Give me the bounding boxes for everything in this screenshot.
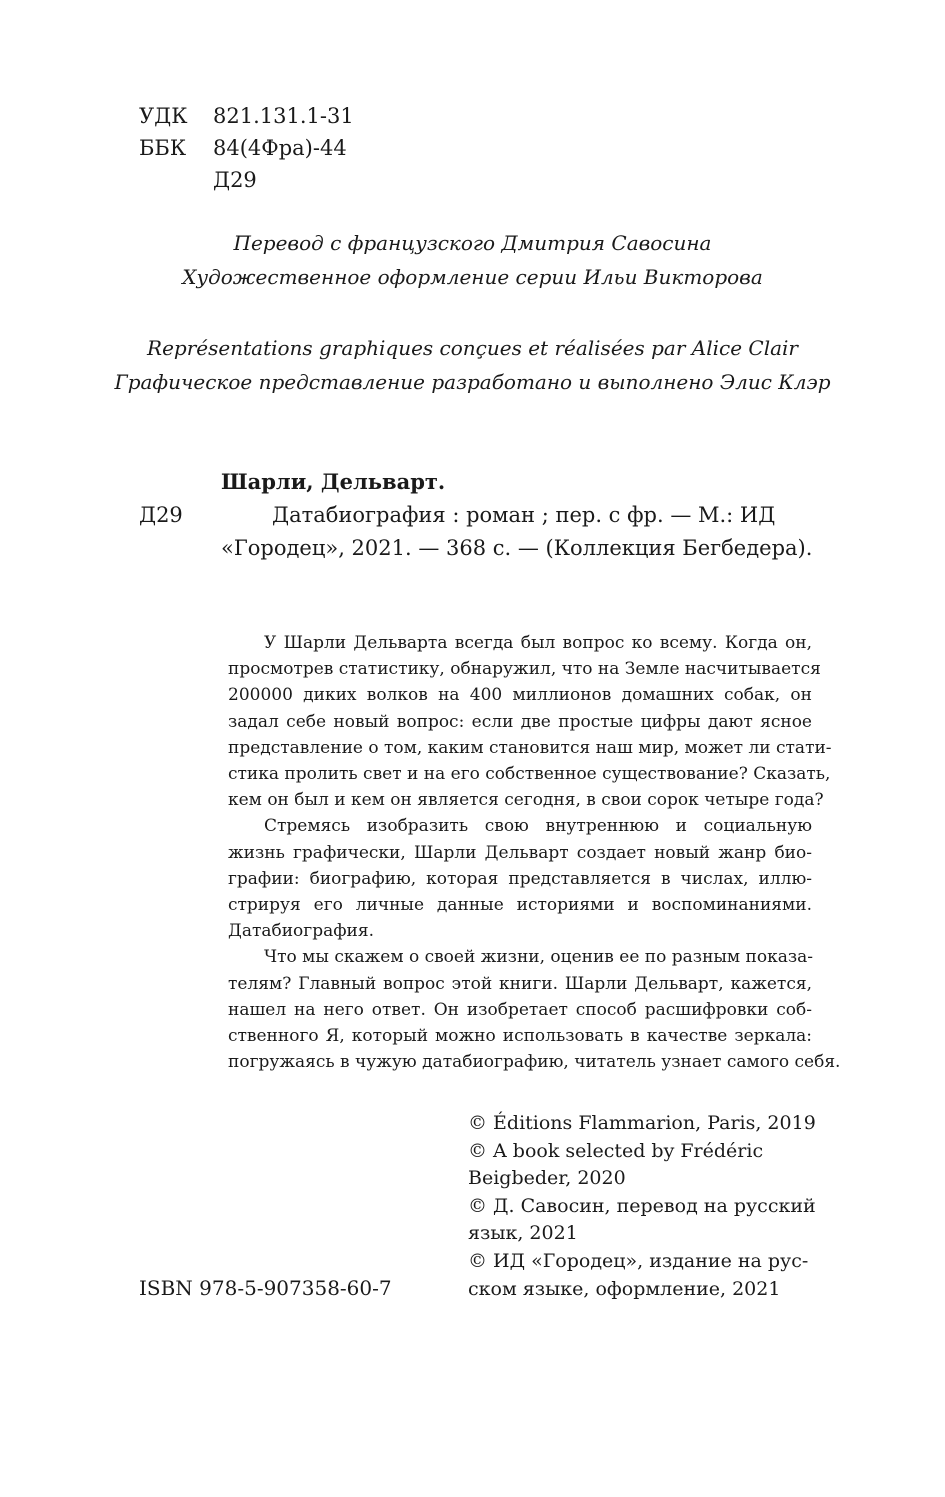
- copyright-line: © Éditions Flammarion, Paris, 2019: [468, 1112, 816, 1134]
- annotation-line: жизнь графически, Шарли Дельварт создает новый жанр био-: [228, 842, 812, 863]
- copyright-line: © ИД «Городец», издание на рус-: [468, 1249, 809, 1272]
- credits-block: [0, 226, 945, 294]
- annotation-line: представление о том, каким становится наш мир, может ли стати-: [228, 737, 832, 758]
- author-mark-row: [139, 164, 354, 196]
- bbk-label: ББК: [139, 136, 187, 160]
- graphics-credits-block: [0, 331, 945, 399]
- bib-line-1: Датабиография : роман ; пер. с фр. — М.: ИД: [272, 503, 776, 527]
- bib-mark: Д29: [139, 503, 183, 527]
- udk-label: УДК: [139, 104, 188, 128]
- copyright-line: Beigbeder, 2020: [468, 1167, 626, 1190]
- udk-row: [139, 100, 354, 132]
- series-design-credit: Художественное оформление серии Ильи Викторова: [182, 265, 763, 289]
- bbk-value: 84(4Фра)-44: [213, 136, 347, 160]
- isbn: ISBN 978-5-907358-60-7: [139, 1276, 392, 1300]
- annotation-line: стика пролить свет и на его собственное существование? Сказать,: [228, 764, 831, 785]
- bib-line-2: «Городец», 2021. — 368 с. — (Коллекция Бегбедера).: [221, 536, 813, 560]
- annotation-line: Стремясь изобразить свою внутреннюю и социальную: [264, 816, 812, 837]
- classification-block: [139, 100, 354, 196]
- annotation-line: задал себе новый вопрос: если две простые цифры дают ясное: [228, 711, 812, 732]
- translator-credit: Перевод с французского Дмитрия Савосина: [233, 231, 712, 255]
- copyright-block: [468, 1110, 816, 1303]
- graphics-credit-fr: Représentations graphiques conçues et réalisées par Alice Clair: [147, 336, 798, 360]
- annotation: [228, 630, 841, 1075]
- annotation-line: Что мы скажем о своей жизни, оценив ее по разным показа-: [264, 947, 814, 968]
- annotation-line: ственного Я, который можно использовать в качестве зеркала:: [228, 1026, 812, 1047]
- udk-value: 821.131.1-31: [213, 104, 354, 128]
- annotation-line: Датабиография.: [228, 921, 374, 942]
- bib-author: Шарли, Дельварт.: [221, 469, 446, 494]
- copyright-line: ском языке, оформление, 2021: [468, 1277, 781, 1300]
- annotation-line: телям? Главный вопрос этой книги. Шарли Дельварт, кажется,: [228, 973, 812, 994]
- annotation-line: кем он был и кем он является сегодня, в свои сорок четыре года?: [228, 790, 824, 811]
- annotation-line: просмотрев статистику, обнаружил, что на Земле насчитывается: [228, 659, 821, 680]
- annotation-line: У Шарли Дельварта всегда был вопрос ко всему. Когда он,: [264, 633, 812, 653]
- annotation-line: графии: биографию, которая представляется в числах, иллю-: [228, 868, 812, 889]
- copyright-line: © Д. Савосин, перевод на русский: [468, 1194, 816, 1217]
- annotation-line: нашел на него ответ. Он изобретает способ расшифровки соб-: [228, 999, 812, 1020]
- author-mark: Д29: [213, 168, 257, 192]
- graphics-credit-ru: Графическое представление разработано и выполнено Элис Клэр: [114, 370, 831, 394]
- annotation-line: стрируя его личные данные историями и воспоминаниями.: [228, 895, 812, 916]
- copyright-line: © A book selected by Frédéric: [468, 1139, 764, 1162]
- copyright-line: язык, 2021: [468, 1222, 578, 1245]
- annotation-line: 200000 диких волков на 400 миллионов домашних собак, он: [228, 685, 812, 706]
- annotation-line: погружаясь в чужую датабиографию, читатель узнает самого себя.: [228, 1052, 841, 1073]
- bbk-row: [139, 132, 354, 164]
